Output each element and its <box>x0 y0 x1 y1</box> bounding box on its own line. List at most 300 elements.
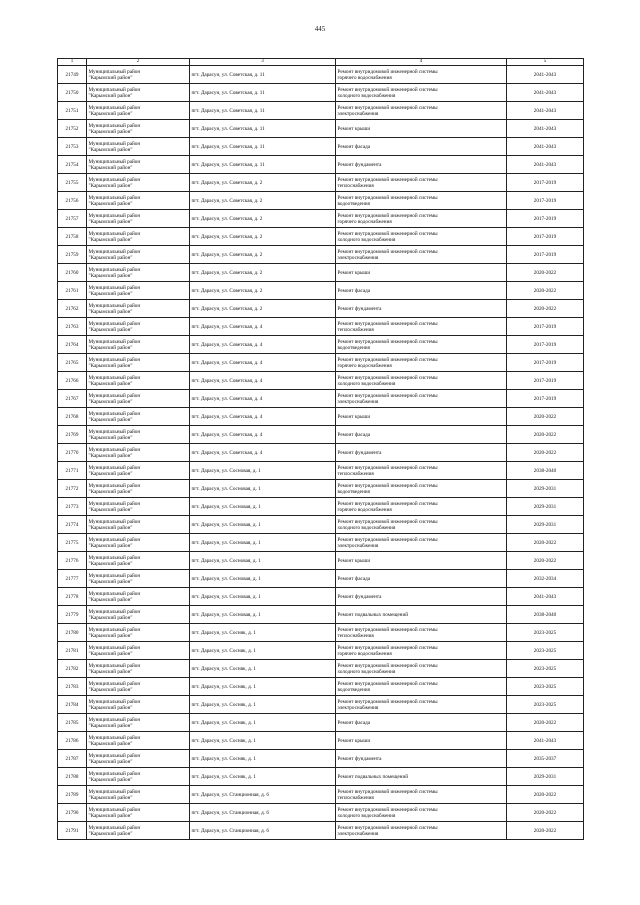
table-row <box>58 516 584 534</box>
address-cell: пгт. Дарасун, ул. Сосновая, д. 1 <box>190 462 336 480</box>
work-type-cell <box>336 804 507 822</box>
row-number-cell: 21773 <box>58 498 87 516</box>
table-row <box>58 336 584 354</box>
row-number-cell: 21752 <box>58 120 87 138</box>
work-type-line: Ремонт внутридомовой инженерной системы <box>337 248 438 255</box>
table-row <box>58 120 584 138</box>
row-number-cell: 21754 <box>58 156 87 174</box>
municipality-cell <box>87 696 190 714</box>
table-row <box>58 624 584 642</box>
row-number-cell: 21791 <box>58 822 87 840</box>
table-row <box>58 444 584 462</box>
work-type-line: Ремонт внутридомовой инженерной системы <box>337 356 438 363</box>
table-row <box>58 210 584 228</box>
period-cell: 2020-2022 <box>507 714 584 732</box>
municipality-cell <box>87 516 190 534</box>
table-row <box>58 480 584 498</box>
table-row <box>58 102 584 120</box>
period-cell: 2020-2022 <box>507 804 584 822</box>
municipality-cell <box>87 624 190 642</box>
row-number-cell: 21766 <box>58 372 87 390</box>
municipality-cell <box>87 246 190 264</box>
work-type-cell <box>336 318 507 336</box>
municipality-line: Муниципальный район <box>88 122 141 129</box>
work-type-cell <box>336 210 507 228</box>
work-type-cell <box>336 498 507 516</box>
period-cell: 2020-2022 <box>507 786 584 804</box>
work-type-cell <box>336 480 507 498</box>
municipality-line: Муниципальный район <box>88 338 141 345</box>
address-cell: пгт. Дарасун, ул. Советская, д. 11 <box>190 120 336 138</box>
work-type-line: Ремонт внутридомовой инженерной системы <box>337 320 438 327</box>
period-cell: 2041-2043 <box>507 138 584 156</box>
column-header: 3 <box>190 59 336 66</box>
municipality-line: "Карымский район" <box>88 164 133 171</box>
table-row <box>58 552 584 570</box>
municipality-line: Муниципальный район <box>88 482 141 489</box>
period-cell: 2020-2022 <box>507 264 584 282</box>
address-cell: пгт. Дарасун, ул. Советская, д. 11 <box>190 138 336 156</box>
row-number-cell: 21782 <box>58 660 87 678</box>
period-cell: 2029-2031 <box>507 498 584 516</box>
work-type-line: Ремонт внутридомовой инженерной системы <box>337 698 438 705</box>
address-cell: пгт. Дарасун, ул. Советская, д. 4 <box>190 336 336 354</box>
municipality-line: Муниципальный район <box>88 176 141 183</box>
work-type-line: теплоснабжения <box>337 182 374 189</box>
table-row <box>58 300 584 318</box>
period-cell: 2023-2025 <box>507 642 584 660</box>
period-cell: 2020-2022 <box>507 408 584 426</box>
table-row <box>58 228 584 246</box>
municipality-line: "Карымский район" <box>88 740 133 747</box>
municipality-cell <box>87 228 190 246</box>
table-body <box>58 59 584 840</box>
municipality-line: Муниципальный район <box>88 554 141 561</box>
work-type-line: Ремонт внутридомовой инженерной системы <box>337 788 438 795</box>
period-cell: 2029-2031 <box>507 768 584 786</box>
table-row <box>58 264 584 282</box>
municipality-line: "Карымский район" <box>88 452 133 459</box>
work-type-line: Ремонт внутридомовой инженерной системы <box>337 824 438 831</box>
municipality-line: Муниципальный район <box>88 212 141 219</box>
municipality-line: Муниципальный район <box>88 644 141 651</box>
municipality-line: Муниципальный район <box>88 662 141 669</box>
municipality-line: "Карымский район" <box>88 254 133 261</box>
work-type-cell <box>336 624 507 642</box>
municipality-line: Муниципальный район <box>88 572 141 579</box>
row-number-cell: 21778 <box>58 588 87 606</box>
work-type-cell <box>336 426 507 444</box>
period-cell: 2020-2022 <box>507 426 584 444</box>
period-cell: 2041-2043 <box>507 120 584 138</box>
municipality-line: "Карымский район" <box>88 272 133 279</box>
municipality-cell <box>87 786 190 804</box>
municipality-line: "Карымский район" <box>88 596 133 603</box>
municipality-cell <box>87 390 190 408</box>
municipality-cell <box>87 282 190 300</box>
work-type-line: электроснабжения <box>337 830 379 837</box>
municipality-line: "Карымский район" <box>88 182 133 189</box>
address-cell: пгт. Дарасун, ул. Советская, д. 2 <box>190 228 336 246</box>
municipality-cell <box>87 102 190 120</box>
period-cell: 2038-2040 <box>507 606 584 624</box>
row-number-cell: 21749 <box>58 66 87 84</box>
table-row <box>58 570 584 588</box>
address-cell: пгт. Дарасун, ул. Советская, д. 11 <box>190 84 336 102</box>
work-type-line: водоотведения <box>337 344 370 351</box>
municipality-line: Муниципальный район <box>88 752 141 759</box>
work-type-line: электроснабжения <box>337 254 379 261</box>
work-type-line: Ремонт внутридомовой инженерной системы <box>337 338 438 345</box>
address-cell: пгт. Дарасун, ул. Советская, д. 4 <box>190 426 336 444</box>
row-number-cell: 21751 <box>58 102 87 120</box>
work-type-line: водоотведения <box>337 200 370 207</box>
work-type-cell <box>336 300 507 318</box>
work-type-cell <box>336 588 507 606</box>
municipality-line: Муниципальный район <box>88 230 141 237</box>
table-row <box>58 732 584 750</box>
municipality-line: Муниципальный район <box>88 536 141 543</box>
address-cell: пгт. Дарасун, ул. Сосняк, д. 1 <box>190 660 336 678</box>
municipality-line: "Карымский район" <box>88 398 133 405</box>
municipality-line: "Карымский район" <box>88 578 133 585</box>
row-number-cell: 21764 <box>58 336 87 354</box>
row-number-cell: 21762 <box>58 300 87 318</box>
work-type-cell <box>336 156 507 174</box>
work-type-cell <box>336 516 507 534</box>
municipality-line: Муниципальный район <box>88 770 141 777</box>
row-number-cell: 21750 <box>58 84 87 102</box>
municipality-line: "Карымский район" <box>88 362 133 369</box>
column-header: 4 <box>336 59 507 66</box>
municipality-cell <box>87 588 190 606</box>
period-cell: 2041-2043 <box>507 84 584 102</box>
work-type-line: водоотведения <box>337 488 370 495</box>
work-type-line: Ремонт внутридомовой инженерной системы <box>337 464 438 471</box>
municipality-cell <box>87 570 190 588</box>
municipality-cell <box>87 804 190 822</box>
work-type-cell <box>336 228 507 246</box>
period-cell: 2017-2019 <box>507 372 584 390</box>
work-type-line: Ремонт подвальных помещений <box>337 773 409 780</box>
work-type-line: Ремонт внутридомовой инженерной системы <box>337 194 438 201</box>
address-cell: пгт. Дарасун, ул. Советская, д. 2 <box>190 282 336 300</box>
table-row <box>58 318 584 336</box>
work-type-line: горячего водоснабжения <box>337 218 392 225</box>
municipality-line: "Карымский район" <box>88 632 133 639</box>
work-type-line: Ремонт внутридомовой инженерной системы <box>337 212 438 219</box>
work-type-line: теплоснабжения <box>337 794 374 801</box>
municipality-cell <box>87 426 190 444</box>
work-type-cell <box>336 282 507 300</box>
row-number-cell: 21757 <box>58 210 87 228</box>
table-row <box>58 768 584 786</box>
municipality-line: "Карымский район" <box>88 92 133 99</box>
municipality-line: Муниципальный район <box>88 680 141 687</box>
address-cell: пгт. Дарасун, ул. Сосновая, д. 1 <box>190 570 336 588</box>
work-type-line: холодного водоснабжения <box>337 812 396 819</box>
municipality-cell <box>87 318 190 336</box>
row-number-cell: 21786 <box>58 732 87 750</box>
work-type-line: водоотведения <box>337 686 370 693</box>
municipality-line: "Карымский район" <box>88 686 133 693</box>
address-cell: пгт. Дарасун, ул. Станционная, д. 6 <box>190 822 336 840</box>
work-type-line: Ремонт фундамента <box>337 161 382 168</box>
work-type-line: теплоснабжения <box>337 632 374 639</box>
municipality-cell <box>87 120 190 138</box>
municipality-cell <box>87 372 190 390</box>
period-cell: 2041-2043 <box>507 102 584 120</box>
address-cell: пгт. Дарасун, ул. Советская, д. 2 <box>190 264 336 282</box>
municipality-cell <box>87 408 190 426</box>
municipality-line: "Карымский район" <box>88 236 133 243</box>
municipality-cell <box>87 678 190 696</box>
table-row <box>58 372 584 390</box>
municipality-line: "Карымский район" <box>88 110 133 117</box>
row-number-cell: 21758 <box>58 228 87 246</box>
municipality-cell <box>87 768 190 786</box>
period-cell: 2032-2034 <box>507 570 584 588</box>
municipality-cell <box>87 66 190 84</box>
municipality-line: "Карымский район" <box>88 218 133 225</box>
address-cell: пгт. Дарасун, ул. Сосняк, д. 1 <box>190 732 336 750</box>
row-number-cell: 21781 <box>58 642 87 660</box>
period-cell: 2017-2019 <box>507 246 584 264</box>
municipality-line: "Карымский район" <box>88 650 133 657</box>
address-cell: пгт. Дарасун, ул. Сосняк, д. 1 <box>190 714 336 732</box>
municipality-line: Муниципальный район <box>88 158 141 165</box>
work-type-line: Ремонт фасада <box>337 719 371 726</box>
work-type-cell <box>336 192 507 210</box>
table-row <box>58 750 584 768</box>
municipality-cell <box>87 462 190 480</box>
table-row <box>58 696 584 714</box>
municipality-line: "Карымский район" <box>88 434 133 441</box>
work-type-line: Ремонт внутридомовой инженерной системы <box>337 374 438 381</box>
municipality-cell <box>87 354 190 372</box>
address-cell: пгт. Дарасун, ул. Сосновая, д. 1 <box>190 534 336 552</box>
period-cell: 2023-2025 <box>507 624 584 642</box>
work-type-cell <box>336 786 507 804</box>
period-cell: 2035-2037 <box>507 750 584 768</box>
work-type-line: Ремонт подвальных помещений <box>337 611 409 618</box>
work-type-cell <box>336 750 507 768</box>
municipality-line: "Карымский район" <box>88 200 133 207</box>
municipality-cell <box>87 264 190 282</box>
municipality-line: "Карымский район" <box>88 668 133 675</box>
address-cell: пгт. Дарасун, ул. Сосняк, д. 1 <box>190 768 336 786</box>
address-cell: пгт. Дарасун, ул. Сосновая, д. 1 <box>190 552 336 570</box>
table-row <box>58 804 584 822</box>
work-type-cell <box>336 444 507 462</box>
column-header: 1 <box>58 59 87 66</box>
work-type-line: Ремонт внутридомовой инженерной системы <box>337 536 438 543</box>
work-type-cell <box>336 660 507 678</box>
work-type-cell <box>336 552 507 570</box>
municipality-line: Муниципальный район <box>88 140 141 147</box>
row-number-cell: 21783 <box>58 678 87 696</box>
work-type-cell <box>336 732 507 750</box>
municipality-cell <box>87 606 190 624</box>
municipality-line: Муниципальный район <box>88 428 141 435</box>
municipality-line: "Карымский район" <box>88 794 133 801</box>
work-type-cell <box>336 264 507 282</box>
municipality-line: Муниципальный район <box>88 698 141 705</box>
municipality-line: Муниципальный район <box>88 626 141 633</box>
municipality-line: "Карымский район" <box>88 470 133 477</box>
municipality-line: Муниципальный район <box>88 716 141 723</box>
municipality-line: "Карымский район" <box>88 722 133 729</box>
table-row <box>58 714 584 732</box>
municipality-line: "Карымский район" <box>88 344 133 351</box>
work-type-cell <box>336 120 507 138</box>
municipality-line: "Карымский район" <box>88 704 133 711</box>
table-row <box>58 588 584 606</box>
period-cell: 2020-2022 <box>507 822 584 840</box>
address-cell: пгт. Дарасун, ул. Советская, д. 2 <box>190 300 336 318</box>
municipality-cell <box>87 138 190 156</box>
work-type-line: Ремонт внутридомовой инженерной системы <box>337 518 438 525</box>
address-cell: пгт. Дарасун, ул. Сосновая, д. 1 <box>190 588 336 606</box>
capital-repair-table <box>57 58 584 840</box>
work-type-line: холодного водоснабжения <box>337 524 396 531</box>
work-type-cell <box>336 408 507 426</box>
address-cell: пгт. Дарасун, ул. Советская, д. 4 <box>190 318 336 336</box>
work-type-line: Ремонт внутридомовой инженерной системы <box>337 626 438 633</box>
work-type-cell <box>336 390 507 408</box>
table-row <box>58 138 584 156</box>
municipality-line: Муниципальный район <box>88 68 141 75</box>
work-type-line: Ремонт крыши <box>337 737 371 744</box>
address-cell: пгт. Дарасун, ул. Сосняк, д. 1 <box>190 642 336 660</box>
address-cell: пгт. Дарасун, ул. Советская, д. 4 <box>190 390 336 408</box>
work-type-line: Ремонт крыши <box>337 557 371 564</box>
row-number-cell: 21756 <box>58 192 87 210</box>
municipality-cell <box>87 480 190 498</box>
work-type-cell <box>336 570 507 588</box>
municipality-line: "Карымский район" <box>88 758 133 765</box>
municipality-cell <box>87 822 190 840</box>
municipality-cell <box>87 174 190 192</box>
row-number-cell: 21755 <box>58 174 87 192</box>
municipality-line: Муниципальный район <box>88 266 141 273</box>
work-type-line: Ремонт внутридомовой инженерной системы <box>337 86 438 93</box>
work-type-cell <box>336 696 507 714</box>
work-type-cell <box>336 246 507 264</box>
work-type-cell <box>336 174 507 192</box>
work-type-line: Ремонт внутридомовой инженерной системы <box>337 662 438 669</box>
period-cell: 2029-2031 <box>507 480 584 498</box>
row-number-cell: 21767 <box>58 390 87 408</box>
work-type-cell <box>336 606 507 624</box>
municipality-cell <box>87 552 190 570</box>
period-cell: 2041-2043 <box>507 732 584 750</box>
municipality-line: Муниципальный район <box>88 806 141 813</box>
table-row <box>58 84 584 102</box>
municipality-line: Муниципальный район <box>88 734 141 741</box>
work-type-line: Ремонт внутридомовой инженерной системы <box>337 806 438 813</box>
municipality-cell <box>87 156 190 174</box>
row-number-cell: 21763 <box>58 318 87 336</box>
municipality-cell <box>87 534 190 552</box>
work-type-line: Ремонт крыши <box>337 413 371 420</box>
municipality-line: Муниципальный район <box>88 374 141 381</box>
row-number-cell: 21790 <box>58 804 87 822</box>
row-number-cell: 21787 <box>58 750 87 768</box>
table-row <box>58 156 584 174</box>
work-type-line: горячего водоснабжения <box>337 506 392 513</box>
work-type-line: электроснабжения <box>337 542 379 549</box>
municipality-line: "Карымский район" <box>88 614 133 621</box>
work-type-line: Ремонт фундамента <box>337 305 382 312</box>
address-cell: пгт. Дарасун, ул. Советская, д. 11 <box>190 66 336 84</box>
municipality-cell <box>87 210 190 228</box>
period-cell: 2020-2022 <box>507 552 584 570</box>
municipality-cell <box>87 750 190 768</box>
row-number-cell: 21774 <box>58 516 87 534</box>
row-number-cell: 21785 <box>58 714 87 732</box>
municipality-cell <box>87 498 190 516</box>
row-number-cell: 21772 <box>58 480 87 498</box>
row-number-cell: 21759 <box>58 246 87 264</box>
row-number-cell: 21753 <box>58 138 87 156</box>
table-row <box>58 174 584 192</box>
address-cell: пгт. Дарасун, ул. Советская, д. 4 <box>190 372 336 390</box>
period-cell: 2017-2019 <box>507 228 584 246</box>
period-cell: 2023-2025 <box>507 660 584 678</box>
row-number-cell: 21771 <box>58 462 87 480</box>
municipality-cell <box>87 336 190 354</box>
row-number-cell: 21777 <box>58 570 87 588</box>
period-cell: 2017-2019 <box>507 192 584 210</box>
address-cell: пгт. Дарасун, ул. Сосновая, д. 1 <box>190 498 336 516</box>
row-number-cell: 21776 <box>58 552 87 570</box>
municipality-line: Муниципальный район <box>88 302 141 309</box>
table-row <box>58 498 584 516</box>
address-cell: пгт. Дарасун, ул. Советская, д. 2 <box>190 192 336 210</box>
municipality-line: Муниципальный район <box>88 608 141 615</box>
work-type-line: Ремонт фундамента <box>337 449 382 456</box>
period-cell: 2038-2040 <box>507 462 584 480</box>
address-cell: пгт. Дарасун, ул. Советская, д. 11 <box>190 102 336 120</box>
row-number-cell: 21784 <box>58 696 87 714</box>
work-type-line: Ремонт внутридомовой инженерной системы <box>337 104 438 111</box>
table-row <box>58 426 584 444</box>
work-type-line: горячего водоснабжения <box>337 362 392 369</box>
address-cell: пгт. Дарасун, ул. Сосняк, д. 1 <box>190 750 336 768</box>
table-row <box>58 282 584 300</box>
work-type-line: теплоснабжения <box>337 326 374 333</box>
municipality-line: "Карымский район" <box>88 290 133 297</box>
work-type-cell <box>336 336 507 354</box>
row-number-cell: 21765 <box>58 354 87 372</box>
work-type-cell <box>336 642 507 660</box>
address-cell: пгт. Дарасун, ул. Сосновая, д. 1 <box>190 516 336 534</box>
address-cell: пгт. Дарасун, ул. Советская, д. 4 <box>190 354 336 372</box>
period-cell: 2017-2019 <box>507 210 584 228</box>
work-type-line: электроснабжения <box>337 398 379 405</box>
work-type-line: Ремонт внутридомовой инженерной системы <box>337 500 438 507</box>
municipality-cell <box>87 660 190 678</box>
work-type-line: Ремонт фасада <box>337 287 371 294</box>
municipality-line: "Карымский район" <box>88 128 133 135</box>
address-cell: пгт. Дарасун, ул. Станционная, д. 6 <box>190 804 336 822</box>
work-type-cell <box>336 372 507 390</box>
period-cell: 2023-2025 <box>507 696 584 714</box>
address-cell: пгт. Дарасун, ул. Советская, д. 2 <box>190 174 336 192</box>
municipality-line: "Карымский район" <box>88 776 133 783</box>
work-type-line: Ремонт крыши <box>337 125 371 132</box>
